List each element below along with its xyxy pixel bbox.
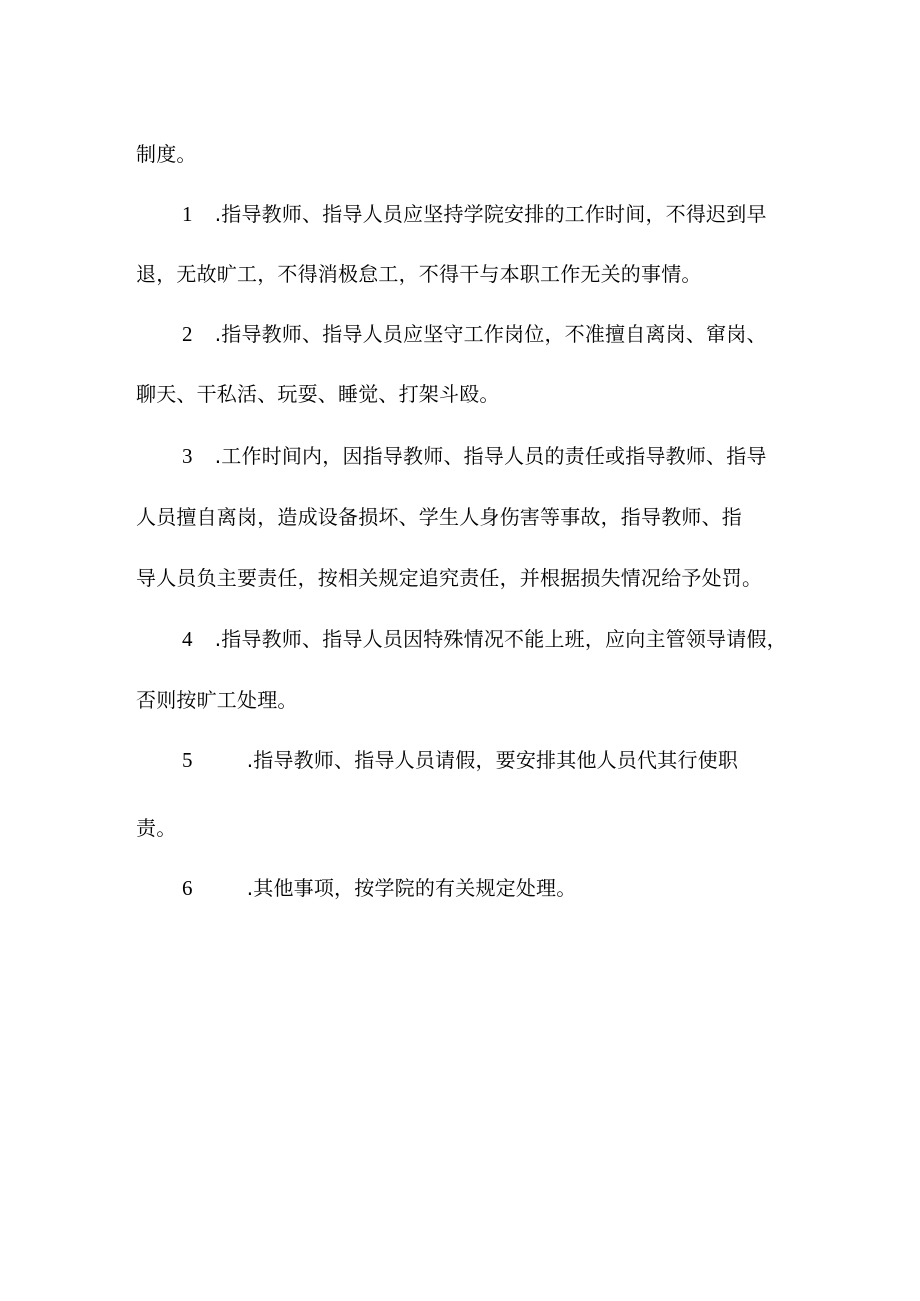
- item-6-line-1: [182, 874, 576, 902]
- item-2-text-2: 聊天、干私活、玩耍、睡觉、打架斗殴。: [136, 382, 500, 406]
- item-3-line-2: [136, 503, 742, 531]
- item-4-text-1: .指导教师、指导人员因特殊情况不能上班，应向主管领导请假，: [214, 627, 787, 651]
- item-4-line-1: [182, 625, 787, 653]
- item-4-text-2: 否则按旷工处理。: [136, 688, 298, 712]
- item-3-text-3: 导人员负主要责任，按相关规定追究责任，并根据损失情况给予处罚。: [136, 566, 763, 590]
- item-2-number: 2: [182, 322, 193, 346]
- item-2-text-1: .指导教师、指导人员应坚守工作岗位，不准擅自离岗、窜岗、: [214, 322, 767, 346]
- item-3-number: 3: [182, 444, 193, 468]
- item-1-number: 1: [182, 202, 193, 226]
- item-6-text-1: .其他事项，按学院的有关规定处理。: [246, 876, 577, 900]
- item-2-line-2: [136, 380, 500, 408]
- item-1-line-2: [136, 260, 702, 288]
- item-5-line-2: [136, 814, 176, 842]
- item-1-text-2: 退，无故旷工，不得消极怠工，不得干与本职工作无关的事情。: [136, 262, 702, 286]
- item-5-text-1: .指导教师、指导人员请假，要安排其他人员代其行使职: [246, 748, 739, 772]
- intro-tail-text: 制度。: [136, 142, 197, 166]
- item-2-line-1: [182, 320, 767, 348]
- item-5-text-2: 责。: [136, 816, 177, 840]
- item-4-number: 4: [182, 627, 193, 651]
- item-3-text-2: 人员擅自离岗，造成设备损坏、学生人身伤害等事故，指导教师、指: [136, 505, 742, 529]
- item-5-line-1: [182, 746, 738, 774]
- item-6-number: 6: [182, 876, 193, 900]
- item-5-number: 5: [182, 748, 193, 772]
- item-1-line-1: [182, 200, 767, 228]
- item-3-line-1: [182, 442, 767, 470]
- item-3-text-1: .工作时间内，因指导教师、指导人员的责任或指导教师、指导: [214, 444, 767, 468]
- item-1-text-1: .指导教师、指导人员应坚持学院安排的工作时间，不得迟到早: [214, 202, 767, 226]
- item-4-line-2: [136, 686, 298, 714]
- item-3-line-3: [136, 564, 762, 592]
- intro-tail-line: [136, 140, 197, 168]
